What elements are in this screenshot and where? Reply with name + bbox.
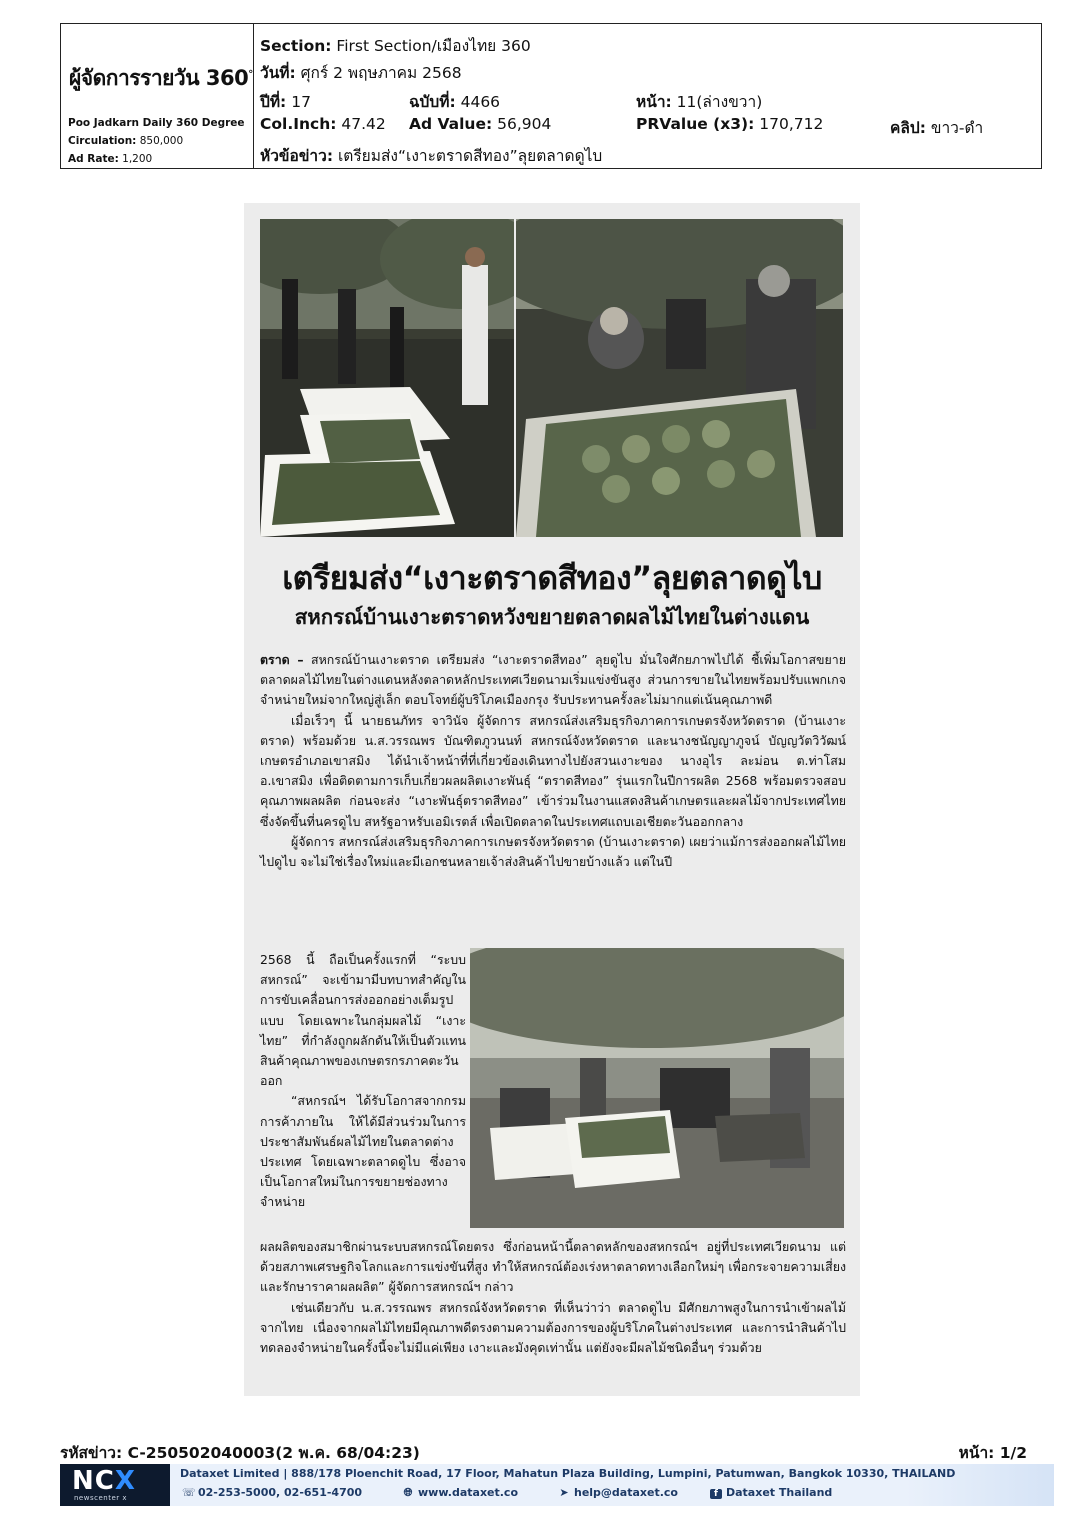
page-number: หน้า: 1/2 xyxy=(958,1444,1027,1462)
section-field: Section: First Section/เมืองไทย 360 xyxy=(260,37,531,55)
globe-icon: 🌐︎ xyxy=(403,1486,413,1499)
ncx-logo: NCX newscenter x xyxy=(60,1464,170,1506)
prvalue-field: PRValue (x3): 170,712 xyxy=(636,115,824,133)
year-field: ปีที่: 17 xyxy=(260,93,311,111)
email-link[interactable]: ➤ help@dataxet.co xyxy=(559,1486,678,1499)
circulation: Circulation: 850,000 xyxy=(68,135,184,147)
clipping-header xyxy=(60,23,1042,169)
company-address: Dataxet Limited | 888/178 Ploenchit Road, 17 Floor, Mahatun Plaza Building, Lumpini, Patumwan, Bangkok 10330, THAILAND xyxy=(180,1467,956,1480)
publication-info xyxy=(61,24,254,168)
facebook-icon: f xyxy=(710,1489,722,1499)
article-body-column xyxy=(260,950,466,1213)
advalue-field: Ad Value: 56,904 xyxy=(409,115,552,133)
paragraph-5: เช่นเดียวกับ น.ส.วรรณพร สหกรณ์จังหวัดตราด ที่เห็นว่าว่า ตลาดดูไบ มีศักยภาพสูงในการนำเข้าผลไม้จากไทย เนื่องจากผลไม้ไทยมีคุณภาพดีตรงตามความต้องการของผู้บริโภคในต่างประเทศ และการนำสินค้าไปทดลองจำหน่ายในครั้งนี้จะไม่มีแค่เพียง เงาะและมังคุดเท่านั้น แต่ยังจะมีผลไม้ชนิดอื่นๆ ร่วมด้วย xyxy=(260,1299,846,1356)
paragraph-2: เมื่อเร็วๆ นี้ นายธนภัทร จาวินัจ ผู้จัดการ สหกรณ์ส่งเสริมธุรกิจภาคการเกษตรจังหวัดตราด (บ้านเงาะตราด) พร้อมด้วย น.ส.วรรณพร บัณฑิตภูวนนท์ สหกรณ์จังหวัดตราด และนางชนัญญาภูจน์ บัญญวัตวิวัฒน์ เกษตรอำเภอเขาสมิง ได้นำเจ้าหน้าที่ที่เกี่ยวข้องเดินทางไปยังสวนเงาะของ นางอุไร ละม่อน ต.ท่าโสม อ.เขาสมิง เพื่อติดตามการเก็บเกี่ยวผลผลิตเงาะพันธุ์ “ตราดสีทอง” รุ่นแรกในปีการผลิต 2568 พร้อมตรวจสอบคุณภาพผลผลิต ก่อนจะส่ง “เงาะพันธุ์ตราดสีทอง” เข้าร่วมในงานแสดงสินค้าเกษตรและผลไม้จากประเทศไทย ซึ่งจัดขึ้นที่นครดูไบ สหรัฐอาหรับเอมิเรตส์ เพื่อเปิดตลาดในประเทศแถบเอเชียตะวันออกกลาง xyxy=(260,712,846,829)
news-article xyxy=(244,203,860,1396)
colinch-field: Col.Inch: 47.42 xyxy=(260,115,386,133)
page-field: หน้า: 11(ล่างขวา) xyxy=(636,93,763,111)
date-field: วันที่: ศุกร์ 2 พฤษภาคม 2568 xyxy=(260,64,462,82)
ad-rate: Ad Rate: 1,200 xyxy=(68,153,153,165)
website-link[interactable]: 🌐︎ www.dataxet.co xyxy=(403,1486,519,1499)
paragraph-4-continued: ผลผลิตของสมาชิกผ่านระบบสหกรณ์โดยตรง ซึ่งก่อนหน้านี้ตลาดหลักของสหกรณ์ฯ อยู่ที่ประเทศเวียดนาม แต่ด้วยสภาพเศรษฐกิจโลกและการแข่งขันที่สูง ทำให้สหกรณ์ต้องเร่งหาตลาดทางเลือกใหม่ๆ เพื่อกระจายความเสี่ยงและรักษาราคาผลผลิต” ผู้จัดการสหกรณ์ฯ กล่าว xyxy=(260,1239,846,1295)
article-headline: เตรียมส่ง“เงาะตราดสีทอง”ลุยตลาดดูไบ xyxy=(282,559,822,597)
paragraph-3-continued: 2568 นี้ ถือเป็นครั้งแรกที่ “ระบบสหกรณ์” จะเข้ามามีบทบาทสำคัญในการขับเคลื่อนการส่งออกอย่างเต็มรูปแบบ โดยเฉพาะในกลุ่มผลไม้ “เงาะไทย” ที่กำลังถูกผลักดันให้เป็นตัวแทนสินค้าคุณภาพของเกษตรกรภาคตะวันออก xyxy=(260,952,466,1089)
issue-field: ฉบับที่: 4466 xyxy=(409,93,501,111)
photo-workers-sorting xyxy=(516,219,843,537)
news-code: รหัสข่าว: C-250502040003(2 พ.ค. 68/04:23) xyxy=(60,1444,420,1462)
paragraph-4: “สหกรณ์ฯ ได้รับโอกาสจากกรมการค้าภายใน ให้ได้มีส่วนร่วมในการประชาสัมพันธ์ผลไม้ไทยในตลาดต่างประเทศ โดยเฉพาะตลาดดูไบ ซึ่งอาจเป็นโอกาสใหม่ในการขยายช่องทางจำหน่าย xyxy=(260,1093,466,1210)
publication-name: Poo Jadkarn Daily 360 Degree xyxy=(68,117,245,129)
publication-logo: ผู้จัดการรายวัน 360° xyxy=(69,66,253,90)
facebook-link[interactable]: f Dataxet Thailand xyxy=(710,1486,832,1499)
send-icon: ➤ xyxy=(559,1486,569,1499)
article-subheadline: สหกรณ์บ้านเงาะตราดหวังขยายตลาดผลไม้ไทยในต่างแดน xyxy=(294,605,810,629)
clipping-details xyxy=(254,24,1041,168)
paragraph-3: ผู้จัดการ สหกรณ์ส่งเสริมธุรกิจภาคการเกษตรจังหวัดตราด (บ้านเงาะตราด) เผยว่าแม้การส่งออกผลไม้ไทยไปดูไบ จะไม่ใช่เรื่องใหม่และมีเอกชนหลายเจ้าส่งสินค้าไปขายบ้างแล้ว แต่ในปี xyxy=(260,833,846,870)
photo-inspecting-boxes xyxy=(470,948,844,1228)
paragraph-1: ตราด – สหกรณ์บ้านเงาะตราด เตรียมส่ง “เงาะตราดสีทอง” ลุยดูไบ มั่นใจศักยภาพไปได้ ชี้เพิ่มโอกาสขยายตลาดผลไม้ไทยในต่างแดนหลังตลาดหลักประเทศเวียดนามเริ่มแข่งขันสูง ส่วนการขายในไทยพร้อมปรับแพกเกจจำหน่ายใหม่จากใหญ่สู่เล็ก ตอบโจทย์ผู้บริโภคเมืองกรุง รับประทานครั้งละไม่มากแต่เน้นคุณภาพดี xyxy=(260,652,846,708)
photo-officials-orchard xyxy=(260,219,514,537)
phone-icon: ☏ xyxy=(182,1486,196,1499)
headline-field: หัวข้อข่าว: เตรียมส่ง“เงาะตราดสีทอง”ลุยตลาดดูไบ xyxy=(260,147,603,165)
phone-contact: ☏ 02-253-5000, 02-651-4700 xyxy=(182,1486,363,1499)
article-body-top xyxy=(260,650,846,872)
footer-bar xyxy=(60,1464,1054,1506)
clip-field: คลิป: ขาว-ดำ xyxy=(890,119,984,137)
article-body-bottom xyxy=(260,1237,846,1358)
